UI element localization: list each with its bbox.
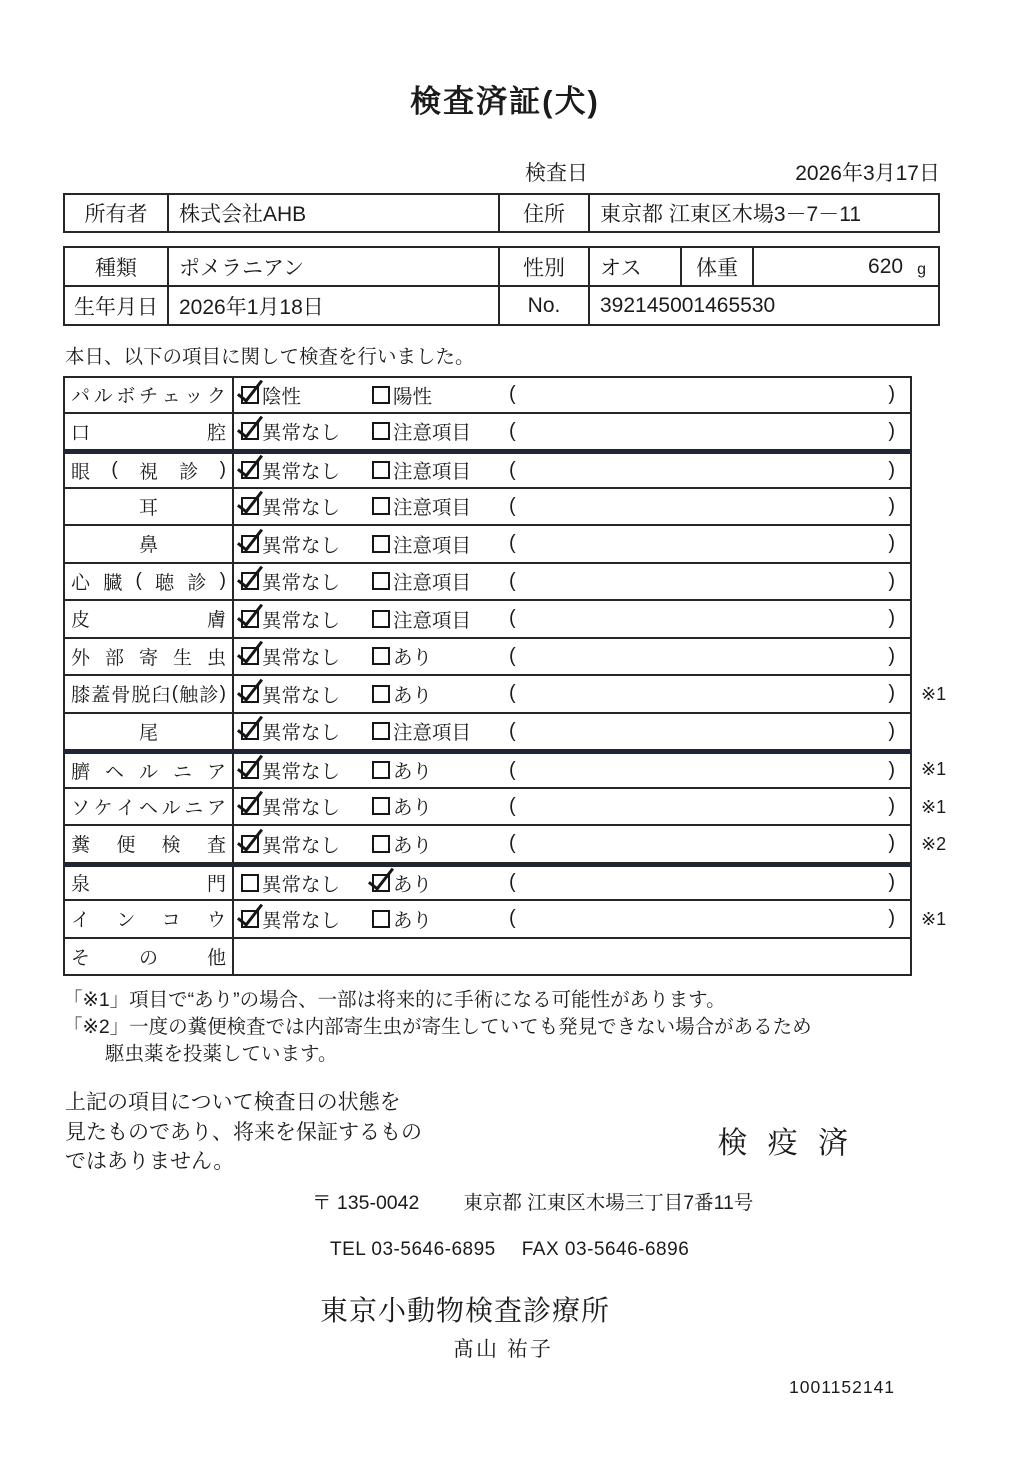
option1	[241, 680, 372, 708]
inspection-item-name: 口 腔	[65, 414, 234, 450]
inspection-item-name: ソ ケ イ ヘ ル ニ ア	[65, 789, 234, 825]
option1-checkbox[interactable]	[241, 610, 259, 628]
remark-paren-open: (	[509, 832, 516, 855]
option2-checkbox[interactable]	[372, 874, 390, 892]
remark-paren-open: (	[509, 871, 516, 894]
row-footnote-mark: ※1	[921, 909, 947, 930]
inspection-date-value: 2026年3月17日	[795, 162, 940, 185]
option2	[372, 417, 509, 445]
inspection-item-name: 耳	[65, 489, 234, 525]
remark-paren-close: )	[888, 383, 895, 406]
option1-checkbox[interactable]	[241, 535, 259, 553]
option1	[241, 381, 372, 409]
remark-paren-close: )	[888, 682, 895, 705]
option2	[372, 869, 509, 897]
option2-checkbox[interactable]	[372, 761, 390, 779]
option1	[241, 905, 372, 933]
row-footnote-mark	[912, 639, 981, 677]
row-footnote-mark: ※1	[921, 684, 947, 705]
inspection-table	[63, 376, 1010, 976]
option1-label: 異常なし	[262, 534, 341, 557]
remark-paren-open: (	[509, 607, 516, 630]
option2-label: あり	[393, 909, 433, 932]
address-value: 東京都 江東区木場3－7－11	[588, 195, 938, 231]
number-label: No.	[498, 287, 588, 324]
inspection-item-name: 臍 ヘ ル ニ ア	[65, 754, 234, 787]
option2-label: 注意項目	[393, 461, 472, 484]
option1	[241, 417, 372, 445]
remark-paren-close: )	[888, 871, 895, 894]
closing-section	[65, 1088, 942, 1177]
option2	[372, 567, 509, 595]
footnotes	[63, 987, 1010, 1068]
remark-paren-open: (	[509, 719, 516, 742]
serial-number: 1001152141	[789, 1377, 896, 1398]
remark-paren-close: )	[888, 832, 895, 855]
inspection-row	[63, 939, 1010, 977]
option2-checkbox[interactable]	[372, 722, 390, 740]
option2-label: 注意項目	[393, 609, 472, 632]
option1-checkbox[interactable]	[241, 761, 259, 779]
option1	[241, 717, 372, 745]
option1	[241, 869, 372, 897]
option2-checkbox[interactable]	[372, 685, 390, 703]
option2	[372, 381, 509, 409]
option2-label: あり	[393, 834, 433, 857]
disclaimer-text: 上記の項目について検査日の状態を 見たものであり、将来を保証するもの ではありません。	[65, 1090, 422, 1174]
sex-label: 性別	[498, 248, 588, 285]
option1-label: 異常なし	[262, 647, 341, 670]
inspection-row	[63, 564, 1010, 602]
row-footnote-mark: ※1	[921, 796, 947, 817]
option1-label: 異常なし	[262, 761, 341, 784]
inspection-item-name: 皮 膚	[65, 601, 234, 637]
option1-checkbox[interactable]	[241, 910, 259, 928]
option1-checkbox[interactable]	[241, 722, 259, 740]
inspection-row	[63, 751, 1010, 789]
footnote-2-continued: 駆虫薬を投薬しています。	[105, 1042, 338, 1065]
inspection-item-name: そ の 他	[65, 939, 234, 975]
option2-checkbox[interactable]	[372, 610, 390, 628]
option1-label: 異常なし	[262, 873, 341, 896]
inspection-item-name: パ ル ボ チ ェ ッ ク	[65, 378, 234, 412]
option2-checkbox[interactable]	[372, 797, 390, 815]
remark-paren-close: )	[888, 569, 895, 592]
weight-value	[752, 248, 938, 285]
option1-checkbox[interactable]	[241, 647, 259, 665]
remark-paren-open: (	[509, 383, 516, 406]
option2-checkbox[interactable]	[372, 386, 390, 404]
option2-label: あり	[393, 873, 433, 896]
birthdate-label: 生年月日	[74, 295, 158, 319]
option1-label: 異常なし	[262, 684, 341, 707]
option2	[372, 642, 509, 670]
option2-checkbox[interactable]	[372, 535, 390, 553]
remark-paren-close: )	[888, 532, 895, 555]
inspection-row	[63, 489, 1010, 527]
remark-paren-close: )	[888, 907, 895, 930]
option1	[241, 492, 372, 520]
option1-label: 異常なし	[262, 909, 341, 932]
clinic-tel: TEL 03-5646-6895	[330, 1239, 496, 1261]
address-label: 住所	[498, 195, 588, 231]
option2	[372, 756, 509, 784]
inspection-item-name: 外 部 寄 生 虫	[65, 639, 234, 675]
option1-checkbox[interactable]	[241, 835, 259, 853]
remark-paren-close: )	[888, 719, 895, 742]
option1	[241, 642, 372, 670]
inspection-row	[63, 826, 1010, 864]
option1-label: 異常なし	[262, 422, 341, 445]
option1-label: 異常なし	[262, 572, 341, 595]
option2-checkbox[interactable]	[372, 422, 390, 440]
option1-label: 異常なし	[262, 834, 341, 857]
remark-paren-close: )	[888, 419, 895, 442]
remark-paren-open: (	[509, 532, 516, 555]
inspection-row	[63, 414, 1010, 452]
clinic-address-line	[312, 1187, 1010, 1215]
row-footnote-mark	[912, 564, 981, 602]
owner-value: 株式会社AHB	[167, 195, 498, 231]
option1	[241, 792, 372, 820]
option1	[241, 756, 372, 784]
option2-label: あり	[393, 797, 433, 820]
option1	[241, 456, 372, 484]
remark-paren-open: (	[509, 419, 516, 442]
weight-unit: g	[917, 260, 926, 278]
option2	[372, 492, 509, 520]
weight-label: 体重	[680, 248, 752, 285]
row-footnote-mark	[912, 864, 981, 902]
inspection-row	[63, 789, 1010, 827]
inspection-item-name: 糞 便 検 査	[65, 826, 234, 862]
inspection-item-name: 鼻	[65, 526, 234, 562]
quarantine-stamp: 検 疫 済	[717, 1126, 854, 1160]
remark-paren-close: )	[888, 458, 895, 481]
option1-checkbox[interactable]	[241, 422, 259, 440]
inspection-row	[63, 451, 1010, 489]
inspection-row	[63, 526, 1010, 564]
remark-paren-open: (	[509, 569, 516, 592]
footnote-2: 「※2」一度の糞便検査では内部寄生虫が寄生していても発見できない場合があるため	[63, 1015, 812, 1038]
remark-paren-open: (	[509, 494, 516, 517]
option1-label: 異常なし	[262, 461, 341, 484]
inspection-row	[63, 601, 1010, 639]
option2-label: 注意項目	[393, 722, 472, 745]
remark-paren-open: (	[509, 758, 516, 781]
option2-label: あり	[393, 684, 433, 707]
option2	[372, 456, 509, 484]
option2-checkbox[interactable]	[372, 497, 390, 515]
inspection-item-name: 眼 ( 視 診 )	[65, 454, 234, 487]
option1-checkbox[interactable]	[241, 797, 259, 815]
birthdate-value: 2026年1月18日	[167, 287, 498, 324]
remark-paren-open: (	[509, 794, 516, 817]
option2-checkbox[interactable]	[372, 835, 390, 853]
option1-checkbox[interactable]	[241, 572, 259, 590]
option1-label: 異常なし	[262, 722, 341, 745]
inspection-date-label: 検査日	[525, 162, 588, 185]
option2-label: 注意項目	[393, 534, 472, 557]
option1-label: 異常なし	[262, 609, 341, 632]
clinic-phone-line	[330, 1239, 1010, 1261]
inspection-row	[63, 864, 1010, 902]
option2	[372, 905, 509, 933]
inspection-item-name: 尾	[65, 714, 234, 750]
remark-paren-open: (	[509, 644, 516, 667]
inspection-row	[63, 676, 1010, 714]
option1-checkbox[interactable]	[241, 461, 259, 479]
statement-line: 本日、以下の項目に関して検査を行いました。	[65, 346, 475, 368]
option1-label: 陰性	[262, 385, 302, 408]
option2	[372, 680, 509, 708]
inspection-item-name: イ ン コ ウ	[65, 901, 234, 937]
inspection-item-name: 心 臓 ( 聴 診 )	[65, 564, 234, 600]
clinic-fax: FAX 03-5646-6896	[521, 1239, 690, 1261]
clinic-postal-code: 〒 135-0042	[312, 1192, 420, 1215]
footnote-1: 「※1」項目で“あり”の場合、一部は将来的に手術になる可能性があります。	[63, 989, 726, 1011]
remark-paren-close: )	[888, 494, 895, 517]
option1	[241, 530, 372, 558]
inspection-row	[63, 376, 1010, 414]
veterinarian-name: 髙山 祐子	[453, 1338, 553, 1362]
page-title: 検査済証(犬)	[410, 84, 600, 119]
remark-paren-close: )	[888, 607, 895, 630]
option2-checkbox[interactable]	[372, 910, 390, 928]
owner-label: 所有者	[84, 203, 148, 226]
clinic-name: 東京小動物検査診療所	[320, 1295, 611, 1327]
option2-label: あり	[393, 647, 433, 670]
option2-label: 注意項目	[393, 572, 472, 595]
remark-paren-open: (	[509, 682, 516, 705]
sex-value: オス	[588, 248, 680, 285]
row-footnote-mark	[912, 376, 981, 414]
option1-label: 異常なし	[262, 797, 341, 820]
option2	[372, 792, 509, 820]
weight-number: 620	[868, 254, 904, 278]
inspection-date-row	[63, 157, 940, 187]
row-footnote-mark: ※2	[921, 834, 947, 855]
row-footnote-mark	[912, 489, 981, 527]
row-footnote-mark: ※1	[921, 759, 947, 780]
inspection-item-name: 泉 門	[65, 867, 234, 900]
remark-paren-close: )	[888, 794, 895, 817]
option1-checkbox[interactable]	[241, 497, 259, 515]
option2	[372, 717, 509, 745]
option2	[372, 605, 509, 633]
remark-paren-close: )	[888, 644, 895, 667]
animal-info-table	[63, 246, 940, 326]
row-footnote-mark	[912, 939, 981, 977]
option1	[241, 605, 372, 633]
option1-checkbox[interactable]	[241, 386, 259, 404]
option2-label: 陽性	[393, 385, 433, 408]
option2	[372, 530, 509, 558]
row-footnote-mark	[912, 601, 981, 639]
remark-paren-open: (	[509, 907, 516, 930]
option1	[241, 567, 372, 595]
row-footnote-mark	[912, 451, 981, 489]
option2-checkbox[interactable]	[372, 647, 390, 665]
option1-checkbox[interactable]	[241, 685, 259, 703]
inspection-row	[63, 714, 1010, 752]
option2-label: あり	[393, 761, 433, 784]
remark-paren-close: )	[888, 758, 895, 781]
remark-paren-open: (	[509, 458, 516, 481]
row-footnote-mark	[912, 414, 981, 452]
option1-label: 異常なし	[262, 497, 341, 520]
option2-checkbox[interactable]	[372, 461, 390, 479]
inspection-item-name: 膝 蓋 骨 脱 臼 ( 触 診 )	[65, 676, 234, 712]
breed-value: ポメラニアン	[167, 248, 498, 285]
option1-checkbox[interactable]	[241, 874, 259, 892]
inspection-row	[63, 901, 1010, 939]
option2-label: 注意項目	[393, 497, 472, 520]
inspection-row	[63, 639, 1010, 677]
number-value: 392145001465530	[588, 287, 938, 324]
option2-checkbox[interactable]	[372, 572, 390, 590]
owner-table	[63, 193, 940, 233]
row-footnote-mark	[912, 714, 981, 752]
row-footnote-mark	[912, 526, 981, 564]
option2-label: 注意項目	[393, 422, 472, 445]
option2	[372, 830, 509, 858]
breed-label: 種類	[95, 256, 137, 280]
clinic-address: 東京都 江東区木場三丁目7番11号	[463, 1192, 754, 1215]
option1	[241, 830, 372, 858]
